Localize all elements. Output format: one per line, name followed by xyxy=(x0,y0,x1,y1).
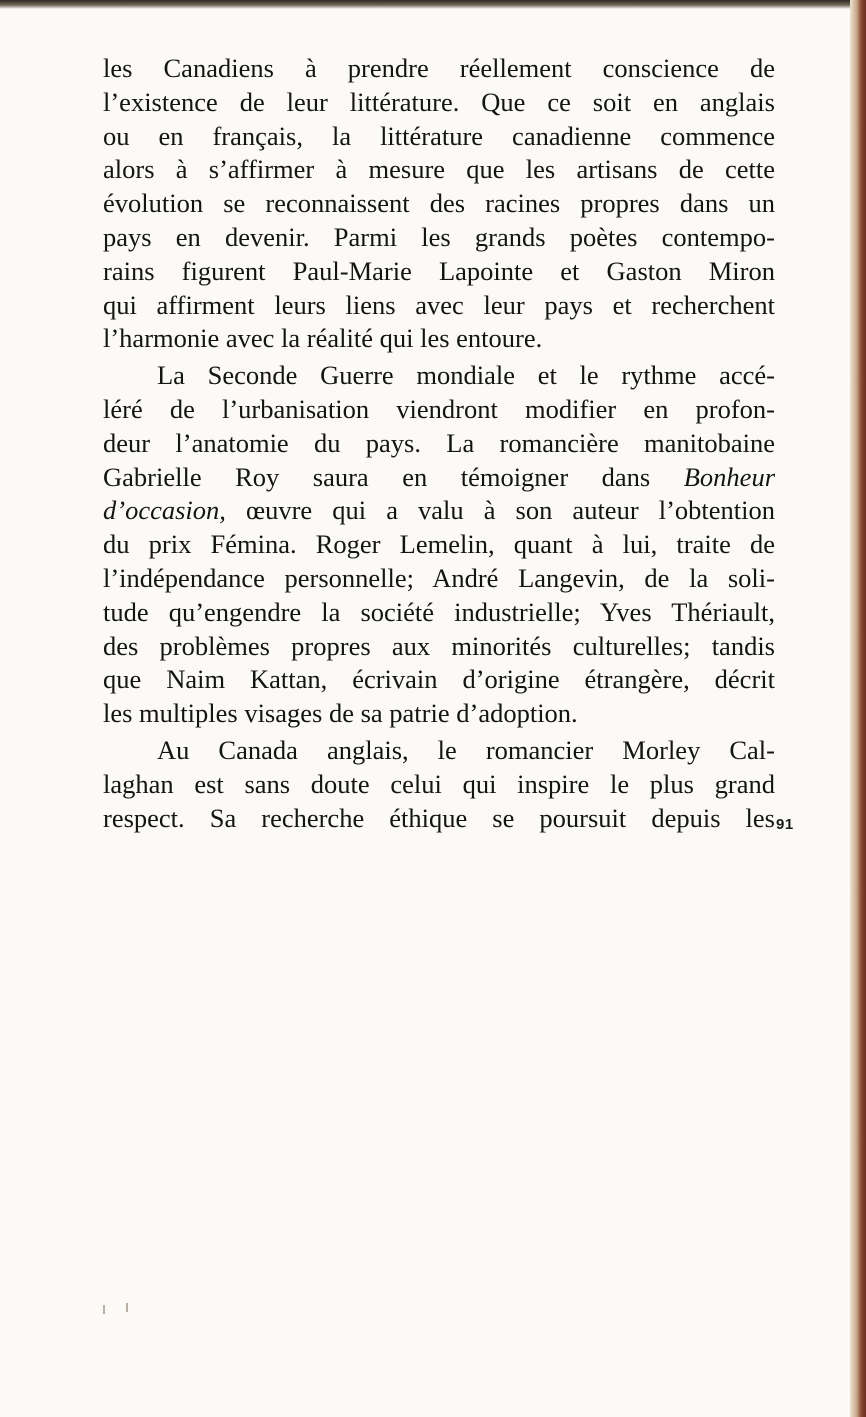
book-title-italic: d’occasion, xyxy=(103,495,226,526)
text-line: les multiples visages de sa patrie d’adoption. xyxy=(103,698,578,729)
text-line xyxy=(103,494,775,528)
text-line: ou en français, la littérature canadienne commence xyxy=(103,120,775,151)
text-line xyxy=(103,461,775,495)
page-number: 91 xyxy=(776,816,794,833)
text-line: pays en devenir. Parmi les grands poètes contempo- xyxy=(103,221,775,252)
text-line: léré de l’urbanisation viendront modifier en profon- xyxy=(103,393,775,424)
text-line: du prix Fémina. Roger Lemelin, quant à lui, traite de xyxy=(103,529,775,560)
text-line: rains figurent Paul-Marie Lapointe et Gaston Miron xyxy=(103,255,775,286)
text-line: Au Canada anglais, le romancier Morley Cal- xyxy=(157,734,775,765)
text-line: que Naim Kattan, écrivain d’origine étrangère, décrit xyxy=(103,664,775,695)
text-line: respect. Sa recherche éthique se poursuit depuis les xyxy=(103,802,775,833)
text-line: l’existence de leur littérature. Que ce soit en anglais xyxy=(103,86,775,117)
text-line: évolution se reconnaissent des racines propres dans un xyxy=(103,188,775,219)
text-line: qui affirment leurs liens avec leur pays et recherchent xyxy=(103,289,775,320)
text-line: alors à s’affirmer à mesure que les artisans de cette xyxy=(103,154,775,185)
text-line: des problèmes propres aux minorités culturelles; tandis xyxy=(103,630,775,661)
paper-speck xyxy=(103,1305,105,1314)
book-binding-edge xyxy=(850,0,866,1417)
book-title-italic: Bonheur xyxy=(683,461,776,492)
text-line: deur l’anatomie du pays. La romancière manitobaine xyxy=(103,427,775,458)
text-line: La Seconde Guerre mondiale et le rythme accé- xyxy=(157,360,775,391)
text-line: tude qu’engendre la société industrielle; Yves Thériault, xyxy=(103,596,775,627)
text-segment: Gabrielle Roy saura en témoigner dans xyxy=(103,461,651,492)
paper-speck xyxy=(126,1303,128,1312)
text-line: laghan est sans doute celui qui inspire le plus grand xyxy=(103,768,775,799)
text-line: l’harmonie avec la réalité qui les entoure. xyxy=(103,323,543,354)
text-line: les Canadiens à prendre réellement conscience de xyxy=(103,53,775,83)
body-text xyxy=(103,52,775,835)
text-line: l’indépendance personnelle; André Langevin, de la soli- xyxy=(103,562,775,593)
text-segment: œuvre qui a valu à son auteur l’obtention xyxy=(225,495,775,526)
